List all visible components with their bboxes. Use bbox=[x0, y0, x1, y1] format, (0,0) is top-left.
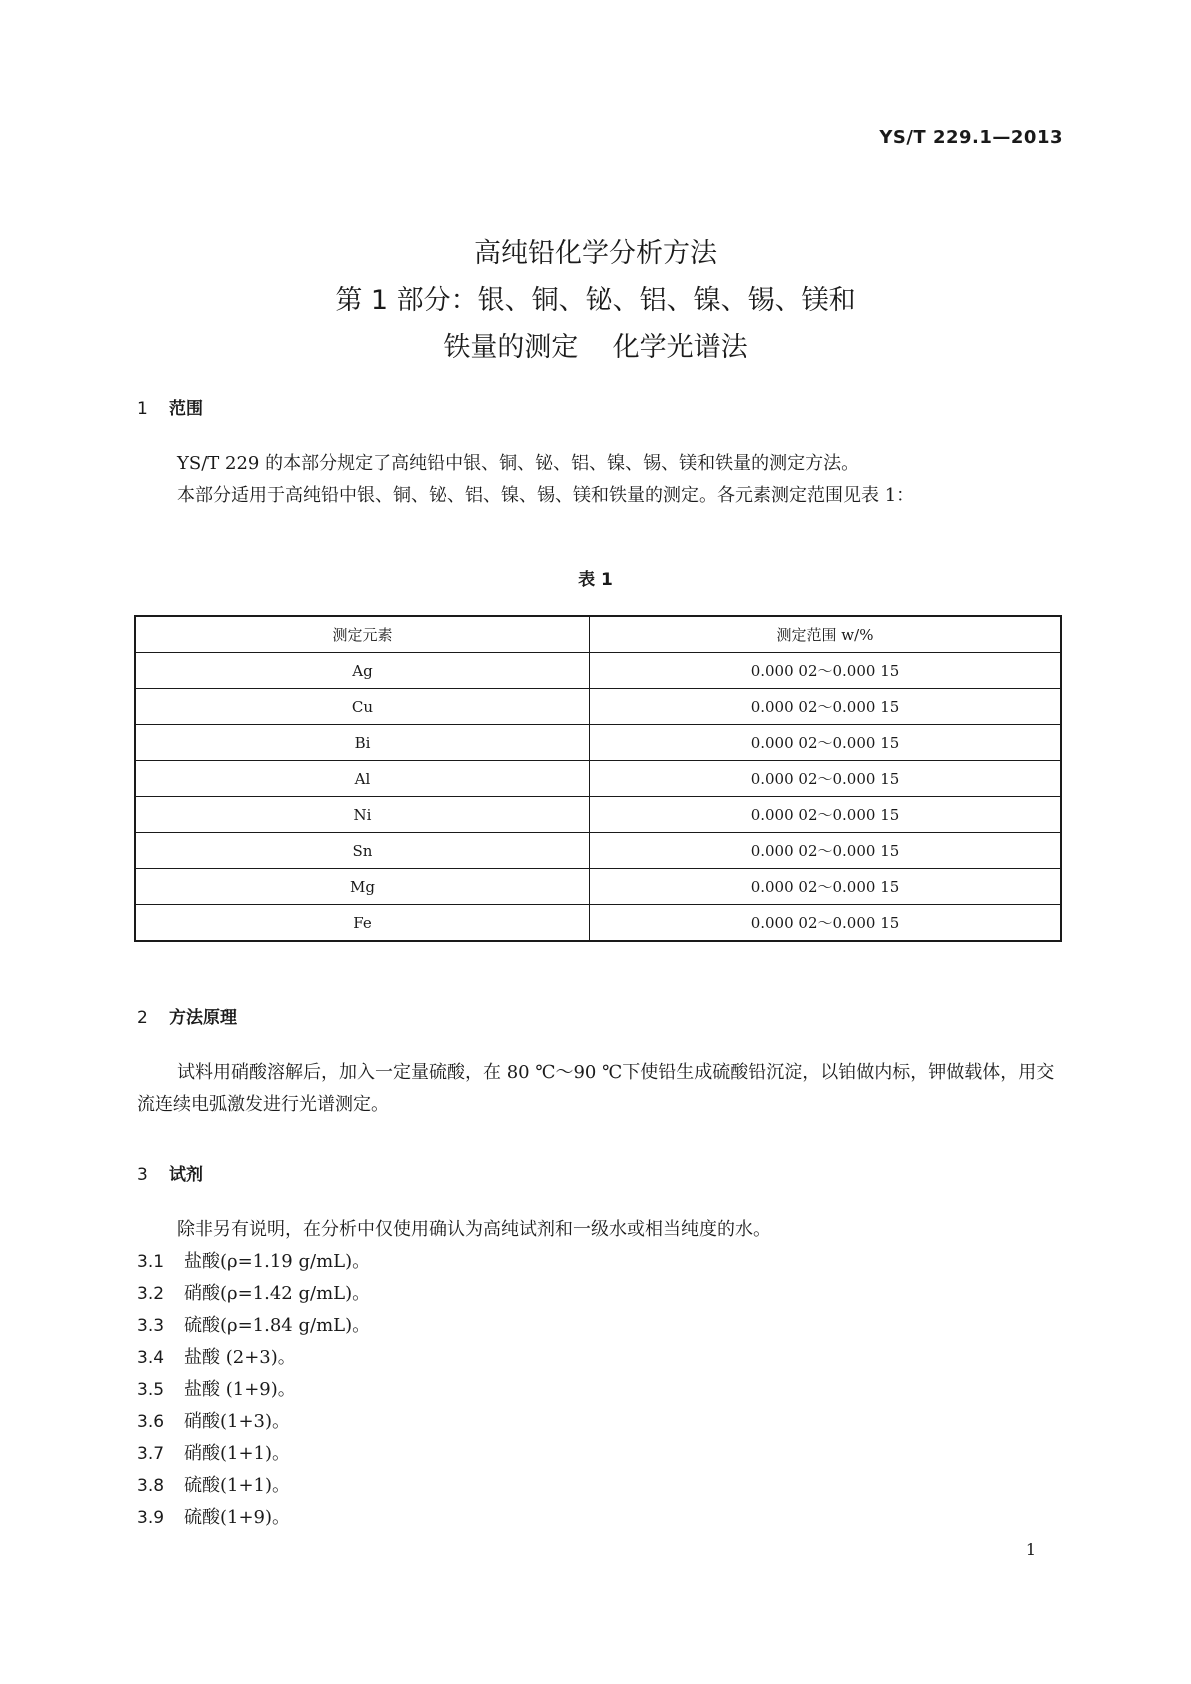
list-item-number: 3.1 bbox=[137, 1252, 165, 1272]
table-cell-range: 0.000 02～0.000 15 bbox=[590, 797, 1062, 833]
list-item-number: 3.4 bbox=[137, 1348, 165, 1368]
list-item-number: 3.7 bbox=[137, 1444, 165, 1464]
section-1-paragraph-1: YS/T 229 的本部分规定了高纯铅中银、铜、铋、铝、镍、锡、镁和铁量的测定方法。 bbox=[177, 453, 860, 474]
list-item-text: 硝酸(ρ=1.42 g/mL)。 bbox=[184, 1283, 371, 1304]
table-cell-element: Cu bbox=[135, 689, 590, 725]
table-cell-range: 0.000 02～0.000 15 bbox=[590, 905, 1062, 942]
section-3-heading bbox=[137, 1160, 203, 1185]
table-caption: 表 1 bbox=[578, 570, 613, 590]
table-row bbox=[135, 869, 1061, 905]
list-item-text: 盐酸 (2+3)。 bbox=[184, 1347, 296, 1368]
table-header-element: 测定元素 bbox=[135, 616, 590, 653]
table-cell-element: Ag bbox=[135, 653, 590, 689]
section-1-paragraph-2: 本部分适用于高纯铅中银、铜、铋、铝、镍、锡、镁和铁量的测定。各元素测定范围见表 1： bbox=[177, 485, 915, 506]
list-item bbox=[137, 1470, 370, 1502]
list-item-number: 3.6 bbox=[137, 1412, 165, 1432]
list-item-text: 硫酸(ρ=1.84 g/mL)。 bbox=[184, 1315, 371, 1336]
list-item-number: 3.3 bbox=[137, 1316, 165, 1336]
section-2-number: 2 bbox=[137, 1008, 148, 1028]
list-item-number: 3.9 bbox=[137, 1508, 165, 1528]
title-line-2: 第 1 部分：银、铜、铋、铝、镍、锡、镁和 bbox=[335, 285, 856, 316]
section-2-heading bbox=[137, 1003, 237, 1028]
list-item-number: 3.5 bbox=[137, 1380, 165, 1400]
list-item bbox=[137, 1438, 370, 1470]
table-cell-range: 0.000 02～0.000 15 bbox=[590, 653, 1062, 689]
table-cell-range: 0.000 02～0.000 15 bbox=[590, 869, 1062, 905]
reagent-list bbox=[137, 1246, 370, 1534]
section-2-title: 方法原理 bbox=[169, 1008, 237, 1028]
table-cell-range: 0.000 02～0.000 15 bbox=[590, 761, 1062, 797]
table-cell-element: Sn bbox=[135, 833, 590, 869]
table-header-row bbox=[135, 616, 1061, 653]
section-1-heading bbox=[137, 394, 203, 419]
section-1-number: 1 bbox=[137, 399, 148, 419]
table-cell-range: 0.000 02～0.000 15 bbox=[590, 725, 1062, 761]
section-3-intro: 除非另有说明，在分析中仅使用确认为高纯试剂和一级水或相当纯度的水。 bbox=[177, 1219, 771, 1240]
table-cell-element: Bi bbox=[135, 725, 590, 761]
title-line-1: 高纯铅化学分析方法 bbox=[474, 238, 717, 269]
section-3-number: 3 bbox=[137, 1165, 148, 1185]
table-cell-range: 0.000 02～0.000 15 bbox=[590, 689, 1062, 725]
list-item bbox=[137, 1342, 370, 1374]
list-item bbox=[137, 1310, 370, 1342]
title-line-3: 铁量的测定 化学光谱法 bbox=[443, 332, 748, 363]
list-item bbox=[137, 1278, 370, 1310]
table-cell-element: Fe bbox=[135, 905, 590, 942]
list-item-text: 硫酸(1+1)。 bbox=[184, 1475, 291, 1496]
page-number: 1 bbox=[1025, 1540, 1036, 1559]
table-row bbox=[135, 797, 1061, 833]
section-3-title: 试剂 bbox=[169, 1165, 203, 1185]
table-cell-element: Al bbox=[135, 761, 590, 797]
list-item-text: 硫酸(1+9)。 bbox=[184, 1507, 291, 1528]
section-2-paragraph: 试料用硝酸溶解后，加入一定量硫酸，在 80 ℃～90 ℃下使铅生成硫酸铅沉淀，以铂做内标，钾做载体，用交流连续电弧激发进行光谱测定。 bbox=[137, 1062, 1055, 1115]
table-row bbox=[135, 725, 1061, 761]
list-item bbox=[137, 1502, 370, 1534]
list-item-number: 3.2 bbox=[137, 1284, 165, 1304]
list-item bbox=[137, 1374, 370, 1406]
table-row bbox=[135, 833, 1061, 869]
list-item-text: 硝酸(1+1)。 bbox=[184, 1443, 291, 1464]
list-item-number: 3.8 bbox=[137, 1476, 165, 1496]
table-cell-element: Ni bbox=[135, 797, 590, 833]
list-item bbox=[137, 1406, 370, 1438]
table-row bbox=[135, 761, 1061, 797]
measurement-range-table bbox=[134, 615, 1062, 942]
table-row bbox=[135, 689, 1061, 725]
list-item bbox=[137, 1246, 370, 1278]
document-title bbox=[0, 230, 1191, 371]
list-item-text: 盐酸 (1+9)。 bbox=[184, 1379, 296, 1400]
table-row bbox=[135, 905, 1061, 942]
table-row bbox=[135, 653, 1061, 689]
list-item-text: 硝酸(1+3)。 bbox=[184, 1411, 291, 1432]
table-cell-range: 0.000 02～0.000 15 bbox=[590, 833, 1062, 869]
standard-code: YS/T 229.1—2013 bbox=[879, 127, 1063, 148]
table-cell-element: Mg bbox=[135, 869, 590, 905]
section-1-title: 范围 bbox=[169, 399, 203, 419]
list-item-text: 盐酸(ρ=1.19 g/mL)。 bbox=[184, 1251, 371, 1272]
table-header-range: 测定范围 w/% bbox=[590, 616, 1062, 653]
